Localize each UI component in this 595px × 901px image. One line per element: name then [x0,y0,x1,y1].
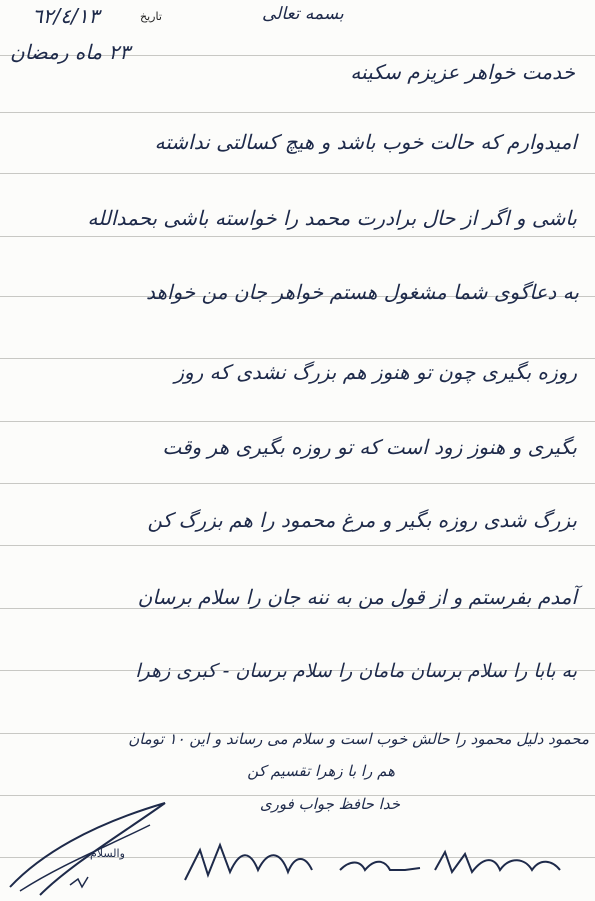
signature-scribble [180,830,580,890]
letter-line: هم را با زهرا تقسیم کن [247,762,395,780]
letter-line: امیدوارم که حالت خوب باشد و هیچ کسالتی نداشته [154,130,577,154]
letter-line: باشی و اگر از حال برادرت محمد را خواسته باشی بحمدالله [87,206,577,230]
ruled-line [0,236,595,237]
hijri-date: ٢٣ ماه رمضان [10,40,130,64]
salutation: خدمت خواهر عزیزم سکینه [350,60,575,84]
svg-text:والسلام: والسلام [90,847,125,860]
ruled-line [0,358,595,359]
letter-line: به بابا را سلام برسان مامان را سلام برسان - کبری زهرا [135,660,577,682]
seal-stamp [0,795,180,901]
letter-line: به دعاگوی شما مشغول هستم خواهر جان من خواهد [145,280,579,304]
letter-line: بزرگ شدی روزه بگیر و مرغ محمود را هم بزرگ کن [147,508,577,532]
letter-line: روزه بگیری چون تو هنوز هم بزرگ نشدی که روز [174,360,577,384]
ruled-line [0,545,595,546]
ruled-line [0,112,595,113]
ruled-line [0,421,595,422]
letter-line: آمدم بفرستم و از قول من به ننه جان را سلام برسان [137,585,577,609]
ruled-line [0,483,595,484]
bismillah: بسمه تعالی [262,4,344,24]
letter-line: بگیری و هنوز زود است که تو روزه بگیری هر وقت [162,435,577,459]
ruled-line [0,173,595,174]
date-value: ٦٢/٤/١٣ [32,4,100,28]
letter-line: خدا حافظ جواب فوری [259,795,400,813]
letter-line: محمود دلیل محمود را حالش خوب است و سلام می رساند و این ١٠ تومان [128,730,589,748]
date-label: تاریخ [140,10,162,23]
